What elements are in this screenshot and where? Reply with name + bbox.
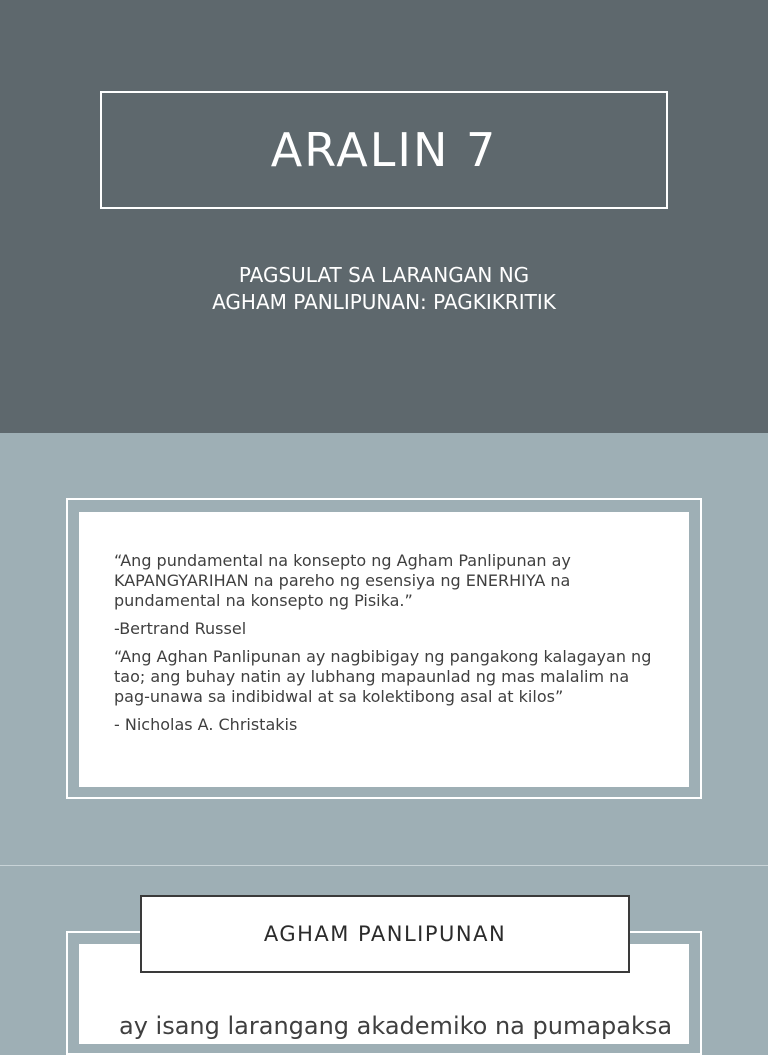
subtitle-line-2: AGHAM PANLIPUNAN: PAGKIKRITIK — [212, 290, 556, 314]
definition-heading: AGHAM PANLIPUNAN — [263, 922, 507, 946]
quote-content — [114, 551, 664, 743]
definition-heading-box — [140, 895, 630, 973]
slide-title: ARALIN 7 — [270, 123, 498, 177]
quote-card — [79, 512, 689, 787]
definition-text: ay isang larangang akademiko na pumapaksa — [119, 1012, 673, 1040]
author-christakis: - Nicholas A. Christakis — [114, 715, 298, 734]
quote-russel: “Ang pundamental na konsepto ng Agham Panlipunan ay KAPANGYARIHAN na pareho ng esensiya ng ENERHIYA na pundamental na konsepto ng Pisika.” — [114, 551, 571, 610]
title-slide — [0, 0, 768, 433]
author-russel: -Bertrand Russel — [114, 619, 247, 638]
slide-subtitle — [0, 262, 768, 316]
title-frame — [100, 91, 668, 209]
subtitle-line-1: PAGSULAT SA LARANGAN NG — [238, 263, 530, 287]
quote-christakis: “Ang Aghan Panlipunan ay nagbibigay ng pangakong kalagayan ng tao; ang buhay natin ay lubhang mapaunlad ng mas malalim na pag-unawa sa indibidwal at sa kolektibong asal at kilos” — [114, 647, 652, 706]
